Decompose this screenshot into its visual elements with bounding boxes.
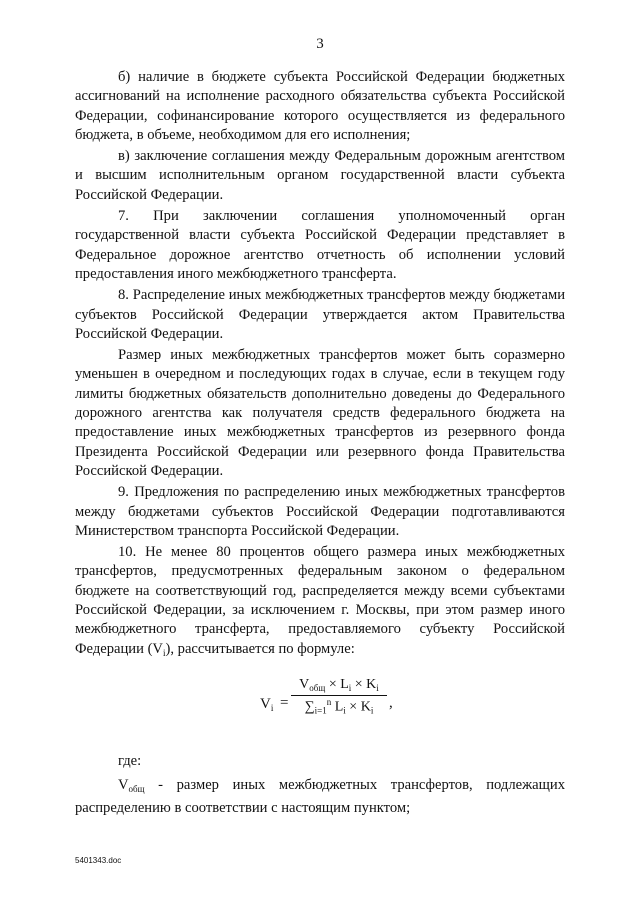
paragraph-v: в) заключение соглашения между Федеральным дорожным агентством и высшим исполнительным органом государственной власти субъекта Российской Федерации. — [75, 148, 565, 203]
paragraph-9: 9. Предложения по распределению иных межбюджетных трансфертов между бюджетами субъектов Российской Федерации подготавливаются Министерством транспорта Российской Федерации. — [75, 484, 565, 539]
footer-filename: 5401343.doc — [75, 856, 122, 865]
paragraph-8: 8. Распределение иных межбюджетных трансфертов между бюджетами субъектов Российской Федерации утверждается актом Правительства Российской Федерации. — [75, 287, 565, 342]
where-label: где: — [118, 752, 142, 769]
formula-equals: = — [280, 694, 289, 711]
document-body — [75, 68, 565, 821]
definition-v-total: $V_{общ}$ - размер иных межбюджетных трансфертов, подлежащих распределению в соответствии с настоящим пунктом; — [75, 776, 565, 817]
paragraph-10-text: 10. Не менее 80 процентов общего размера иных межбюджетных трансфертов, предусмотренных федеральным законом о федеральном бюджете на соответствующий год, распределяется между всеми субъектами Российской Федерации, за исключением г. Москвы, при этом размер иного межбюджетного трансферта, предоставляемого субъекту Российской Федерации (V — [75, 544, 565, 657]
paragraph-10 — [75, 543, 565, 663]
page-number: 3 — [316, 36, 324, 52]
paragraph-10-end: ), рассчитывается по формуле: — [165, 640, 355, 657]
paragraph-10-subscript: i — [162, 647, 166, 658]
formula-denominator: $\sum_{i=1}^n$ $L_i \times K_i$ — [304, 696, 374, 716]
formula-fraction — [291, 677, 387, 716]
paragraph-8-reduction: Размер иных межбюджетных трансфертов может быть соразмерно уменьшен в очередном и последующих годах в случае, если в текущем году лимиты бюджетных обязательств дополнительно доведены до Федерального дорожного агентства как получателя средств федерального бюджета на предоставление иных межбюджетных трансфертов из резервного фонда Президента Российской Федерации или резервного фонда Правительства Российской Федерации. — [75, 347, 565, 479]
formula-comma: , — [389, 694, 393, 711]
formula-lhs: $V_i$ — [260, 695, 274, 713]
paragraph-b: б) наличие в бюджете субъекта Российской Федерации бюджетных ассигнований на исполнение расходного обязательства субъекта Российской Федерации, софинансирование которого осуществляется из федерального бюджета, в объеме, необходимом для его исполнения; — [75, 69, 565, 143]
formula — [75, 675, 565, 753]
paragraph-7: 7. При заключении соглашения уполномоченный орган государственной власти субъекта Российской Федерации представляет в Федеральное дорожное агентство отчетность об исполнении условий предоставления иного межбюджетного трансферта. — [75, 208, 565, 282]
formula-numerator: $V_{общ} \times L_i \times K_i$ — [291, 677, 387, 696]
